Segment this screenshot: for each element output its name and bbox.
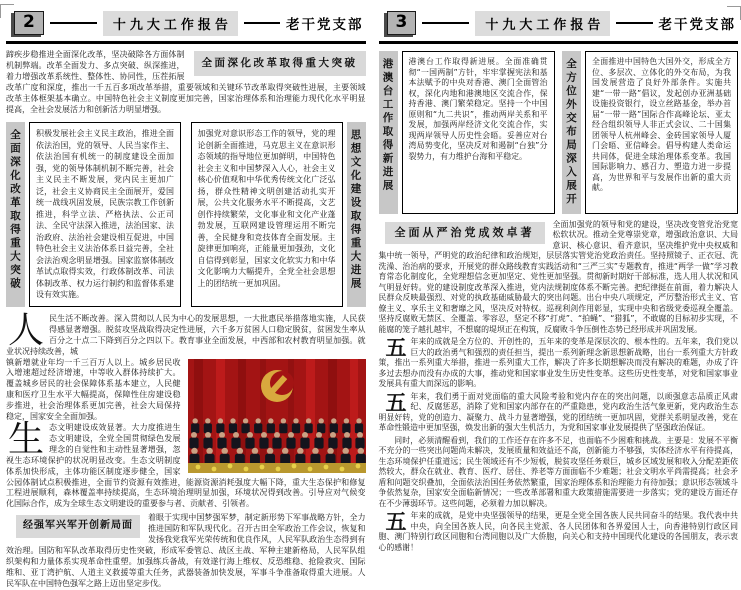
headline-reform: 全面深化改革取得重大突破: [194, 51, 366, 76]
page-3-header: [379, 8, 739, 38]
boxed-sections-row: [379, 51, 739, 214]
party-paragraph: 全面加强党的领导和党的建设，坚决改变管党治党宽松软状况。推动全党尊崇党章，增强政治意识、大局意识、核心意识、看齐意识，坚决维护党中央权威和集中统一领导，严明党的政治纪律和政治规矩，层层落实管党治党政治责任。坚持照镜子、正衣冠、洗洗澡、治治病的要求，开展党的群众路线教育实践活动和“三严三实”专题教育，推进“两学一做”学习教育常态化制度化，全党理想信念更加坚定、党性更加坚强。贯彻新时期好干部标准，选人用人状况和风气明显好转。党的建设制度改革深入推进，党内法规制度体系不断完善。把纪律挺在前面，着力解决人民群众反映最强烈、对党的执政基础威胁最大的突出问题。出台中央八项规定，严厉整治形式主义、官僚主义、享乐主义和奢靡之风，坚决反对特权。巡视利剑作用彰显，实现中央和省级党委巡视全覆盖。坚持反腐败无禁区、全覆盖、零容忍，坚定不移“打虎”、“拍蝇”、“猎狐”，不敢腐的目标初步实现，不能腐的笼子越扎越牢，不想腐的堤坝正在构筑，反腐败斗争压倒性态势已经形成并巩固发展。: [378, 219, 738, 334]
intro-paragraph: 蹄疾步稳推进全面深化改革，坚决破除各方面体制机制弊端。改革全面发力、多点突破、纵深推进，着力增强改革系统性、整体性、协同性，压茬拓展改革广度和深度，推出一千五百多项改革举措，重要领域和关键环节改革取得突破性进展，主要领域改革主体框架基本确立。中国特色社会主义制度更加完善，国家治理体系和治理能力现代化水平明显提高，全社会发展活力和创新活力明显增强。: [6, 50, 366, 114]
party-discipline-section: [379, 220, 739, 336]
hk-macao-taiwan-section: [379, 51, 555, 214]
livelihood-paragraph: [6, 309, 366, 358]
dropcap-five: 五: [385, 336, 407, 360]
congress-photo-illustration: [188, 359, 366, 473]
five-years-paragraph-2: 年来，我们勇于面对党面临的重大风险考验和党内存在的突出问题，以顽强意志品质正风肃纪、反腐惩恶，消除了党和国家内部存在的严重隐患，党内政治生活气象更新，党内政治生态明显好转，党的创造力、凝聚力、战斗力显著增强，党的团结统一更加巩固，党群关系明显改善，党在革命性锻造中更加坚强，焕发出新的强大生机活力，为党和国家事业发展提供了坚强政治保证。: [378, 391, 738, 432]
header-title: 十九大工作报告: [103, 11, 238, 36]
congress-photo: [188, 359, 366, 473]
header-thick-rule: [379, 41, 739, 44]
dropcap-ecology: 生: [8, 419, 45, 460]
vertical-label-culture: 思想文化建设取得重大进展: [347, 122, 366, 307]
ecology-text: 态文明建设成效显著。大力度推进生态文明建设，全党全国贯彻绿色发展理念的自觉性和主动性显著增强，忽视生态环境保护的状况明显改变。生态文明制度体系加快形成，主体功能区制度逐步健全，国家公园体制试点积极推进，全面节约资源有效推进，能源资源消耗强度大幅下降，重大生态保护和修复工程进展顺利，森林覆盖率持续提高，生态环境治理明显加强，环境状况得到改善。引导应对气候变化国际合作，成为全球生态文明建设的重要参与者、贡献者、引领者。: [6, 423, 366, 509]
livelihood-ecology-section: [6, 309, 366, 510]
livelihood-text-a: 民生活不断改善。深入贯彻以人民为中心的发展思想，一大批惠民举措落地实施，人民获得感显著增强。脱贫攻坚战取得决定性进展，六千多万贫困人口稳定脱贫，贫困发生率从百分之十点二下降到百分之四以下。教育事业全面发展，中西部和农村教育明显加强。就业状况持续改善，城: [6, 313, 366, 356]
democracy-section: [6, 122, 181, 307]
five-years-thanks: [379, 511, 739, 553]
page-number: 3: [387, 11, 417, 35]
header-title: 十九大工作报告: [475, 11, 610, 36]
dropcap-five: 五: [385, 390, 407, 415]
army-paragraph: 着眼于实现中国梦强军梦，制定新形势下军事战略方针，全力推进国防和军队现代化。召开古田全军政治工作会议，恢复和发扬我党我军光荣传统和优良作风，人民军队政治生态得到有效治理。国防和军队改革取得历史性突破，形成军委管总、战区主战、军种主建新格局，人民军队组织架构和力量体系实现革命性重塑。加强练兵备战，有效遂行海上维权、反恐维稳、抢险救灾、国际维和、亚丁湾护航、人道主义救援等重大任务，武器装备加快发展，军事斗争准备取得重大进展。人民军队在中国特色强军之路上迈出坚定步伐。: [6, 513, 366, 588]
democracy-box: 积极发展社会主义民主政治，推进全面依法治国，党的领导、人民当家作主、依法治国有机统一的制度建设全面加强，党的领导体制机制不断完善，社会主义民主不断发展，党内民主更加广泛，社会主义协商民主全面展开，爱国统一战线巩固发展，民族宗教工作创新推进，科学立法、严格执法、公正司法、全民守法深入推进，法治国家、法治政府、法治社会建设相互促进，中国特色社会主义法治体系日益完善，全社会法治观念明显增强。国家监察体制改革试点取得实效，行政体制改革、司法体制改革、权力运行制约和监督体系建设有效实施。: [29, 122, 181, 307]
page-3: [378, 5, 739, 552]
hk-box: 港澳台工作取得新进展。全面准确贯彻“一国两制”方针，牢牢掌握宪法和基本法赋予的中央对香港、澳门全面管治权，深化内地和港澳地区交流合作，保持香港、澳门繁荣稳定。坚持一个中国原则和“九二共识”，推动两岸关系和平发展，加强两岸经济文化交流合作，实现两岸领导人历史性会晤。妥善应对台湾局势变化，坚决反对和遏制“台独”分裂势力，有力维护台海和平稳定。: [402, 51, 555, 214]
page-2: [6, 5, 366, 588]
vertical-label-hk: 港澳台工作取得新进展: [379, 51, 398, 214]
vertical-label-reform: 全面深化改革取得重大突破: [6, 122, 25, 307]
page-2-header: [6, 8, 366, 38]
intro-section: [6, 50, 366, 115]
header-branch-name: 老干党支部: [286, 17, 364, 33]
same-time-paragraph: 同时，必须清醒看到，我们的工作还存在许多不足，也面临不少困难和挑战。主要是：发展不平衡不充分的一些突出问题尚未解决，发展质量和效益还不高，创新能力不够强，实体经济水平有待提高，生态环境保护任重道远；民生领域还有不少短板，脱贫攻坚任务艰巨，城乡区域发展和收入分配差距依然较大，群众在就业、教育、医疗、居住、养老等方面面临不少难题；社会文明水平尚需提高；社会矛盾和问题交织叠加，全面依法治国任务依然繁重，国家治理体系和治理能力有待加强；意识形态领域斗争依然复杂，国家安全面临新情况；一些改革部署和重大政策措施需要进一步落实；党的建设方面还存在不少薄弱环节。这些问题，必须着力加以解决。: [378, 435, 738, 508]
diplomacy-section: [562, 51, 738, 214]
vertical-label-diplomacy: 全方位外交布局深入展开: [562, 51, 581, 214]
header-rule-segment: [422, 22, 469, 24]
culture-box: 加强党对意识形态工作的领导，党的理论创新全面推进，马克思主义在意识形态领域的指导地位更加鲜明，中国特色社会主义和中国梦深入人心，社会主义核心价值观和中华优秀传统文化广泛弘扬，群众性精神文明创建活动扎实开展，公共文化服务水平不断提高，文艺创作持续繁荣，文化事业和文化产业蓬勃发展，互联网建设管理运用不断完善，全民健身和竞技体育全面发展。主旋律更加响亮，正能量更加强劲，文化自信得到彰显，国家文化软实力和中华文化影响力大幅提升，全党全社会思想上的团结统一更加巩固。: [191, 122, 343, 307]
header-rule-segment: [50, 22, 97, 24]
headline-party: 全面从严治党成效卓著: [385, 222, 545, 245]
header-rule-segment: [616, 22, 652, 24]
boxed-sections-row: [6, 122, 366, 307]
culture-section: [191, 122, 366, 307]
five-years-paragraph-1: 年来的成就是全方位的、开创性的，五年来的变革是深层次的、根本性的。五年来，我们党以巨大的政治勇气和强烈的责任担当，提出一系列新理念新思想新战略，出台一系列重大方针政策，推出一系列重大举措，推进一系列重大工作，解决了许多长期想解决而没有解决的难题，办成了许多过去想办而没有办成的大事，推动党和国家事业发生历史性变革。这些历史性变革，对党和国家事业发展具有重大而深远的影响。: [378, 337, 738, 388]
problems-section: [379, 436, 739, 510]
diplomacy-box: 全面推进中国特色大国外交，形成全方位、多层次、立体化的外交布局，为我国发展营造了良好外部条件。实施共建“一带一路”倡议，发起创办亚洲基础设施投资银行，设立丝路基金，举办首届“一带一路”国际合作高峰论坛、亚太经合组织领导人非正式会议、二十国集团领导人杭州峰会、金砖国家领导人厦门会晤、亚信峰会。倡导构建人类命运共同体，促进全球治理体系变革。我国国际影响力、感召力、塑造力进一步提高，为世界和平与发展作出新的重大贡献。: [585, 51, 738, 214]
five-years-paragraph-3: 年来的成就，是党中央坚强领导的结果，更是全党全国各族人民共同奋斗的结果。我代表中共中央，向全国各族人民，向各民主党派、各人民团体和各界爱国人士，向香港特别行政区同胞、澳门特别行政区同胞和台湾同胞以及广大侨胞，向关心和支持中国现代化建设的各国朋友，表示衷心的感谢！: [378, 511, 738, 552]
five-years-achievements: [379, 337, 739, 390]
army-section: [6, 513, 366, 589]
page-number: 2: [14, 11, 44, 35]
livelihood-text-b: 镇新增就业年均一千三百万人以上。城乡居民收入增速超过经济增速，中等收入群体持续扩大。覆盖城乡居民的社会保障体系基本建立，人民健康和医疗卫生水平大幅提高，保障性住房建设稳步推进，社会治理体系更加完善，社会大局保持稳定，国家安全全面加强。: [6, 357, 181, 422]
header-rule-segment: [244, 22, 280, 24]
dropcap-five: 五: [385, 510, 407, 534]
dropcap-people: 人: [8, 309, 45, 351]
headline-army: 经强军兴军开创新局面: [16, 515, 140, 538]
header-branch-name: 老干党支部: [658, 17, 736, 33]
five-years-risks: [379, 392, 739, 434]
header-thick-rule: [6, 41, 366, 44]
